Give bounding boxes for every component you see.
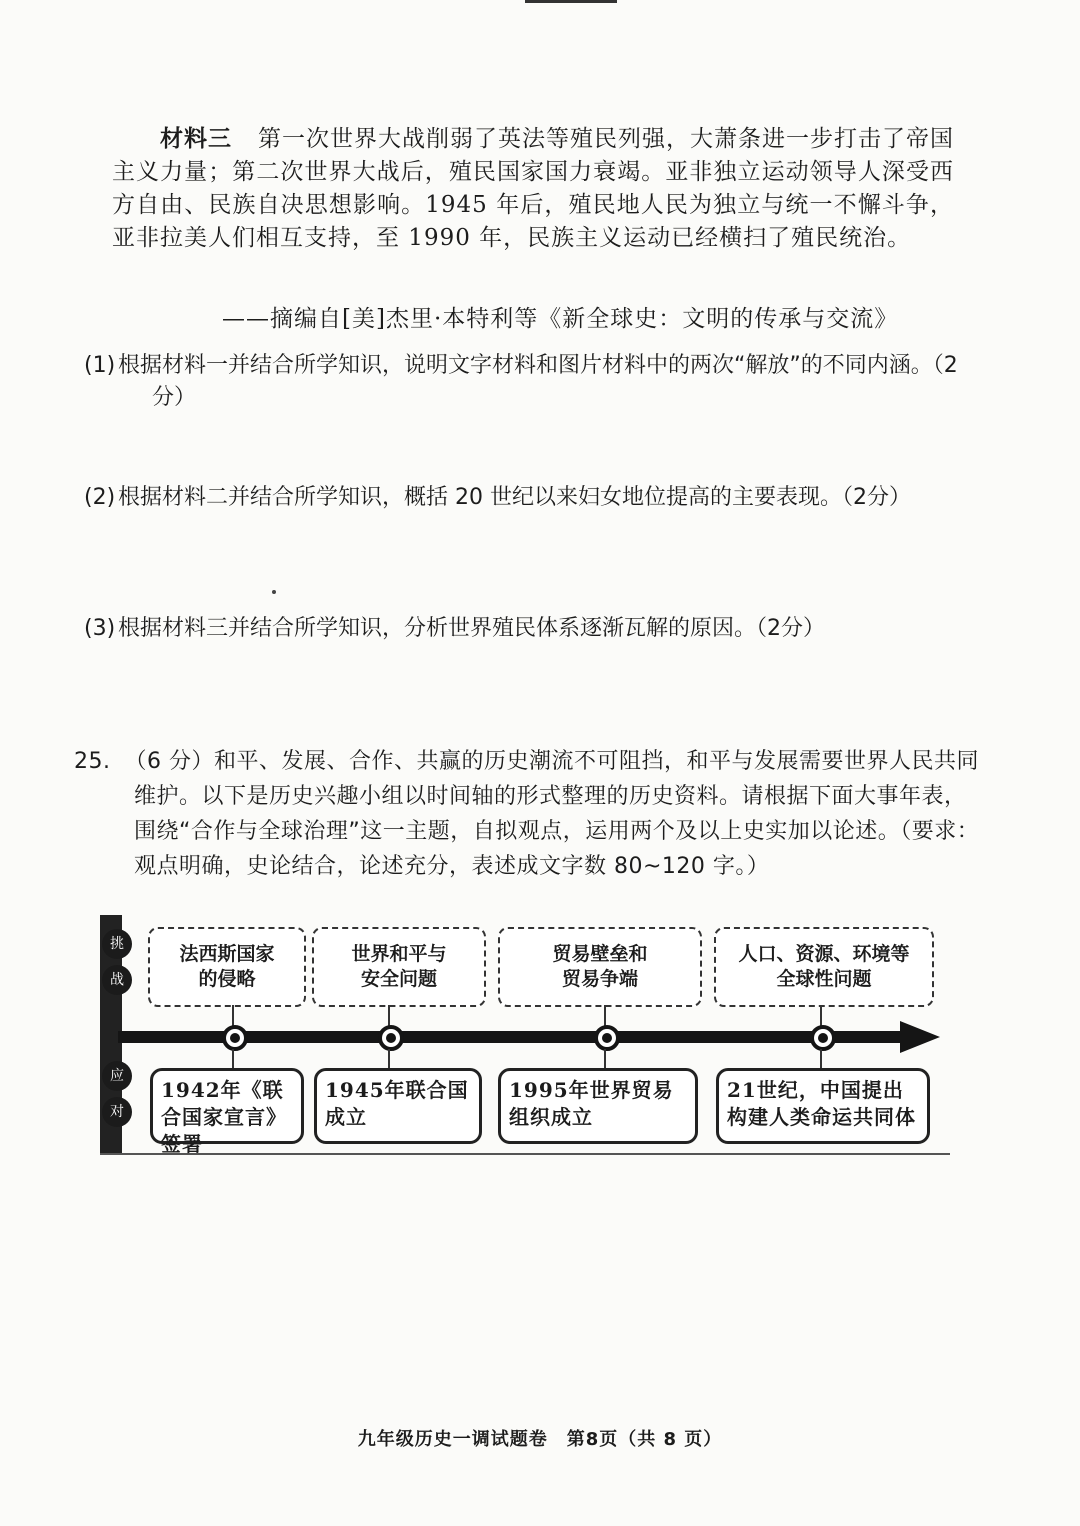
timeline-node [594,1025,620,1051]
challenge-text: 法西斯国家 的侵略 [179,943,275,990]
connector [820,1049,822,1069]
material-three-label: 材料三 [160,125,232,152]
connector [388,1049,390,1069]
page-footer: 九年级历史一调试题卷 第8页（共 8 页） [357,1429,723,1450]
challenge-box [498,927,702,1007]
material-three-text: 第一次世界大战削弱了英法等殖民列强，大萧条进一步打击了帝国主义力量；第二次世界大战后，殖民国家国力衰竭。亚非独立运动领导人深受西方自由、民族自决思想影响。1945 年后，殖民地人民为独立与统一不懈斗争，亚非拉美人们相互支持，至 1990 年，民族主义运动已经横扫了殖民统治。 [112,126,954,251]
question-3: (3) 根据材料三并结合所学知识，分析世界殖民体系逐渐瓦解的原因。（2分） [84,616,825,641]
question-2: (2) 根据材料二并结合所学知识，概括 20 世纪以来妇女地位提高的主要表现。（2分） [84,485,911,510]
timeline-node [378,1025,404,1051]
response-box [716,1068,930,1144]
question-25 [74,744,984,884]
question-text: 根据材料二并结合所学知识，概括 20 世纪以来妇女地位提高的主要表现。（2分） [118,485,911,510]
timeline-figure [100,915,950,1155]
question-text: 根据材料一并结合所学知识，说明文字材料和图片材料中的两次“解放”的不同内涵。（2分） [118,353,958,410]
side-char: 应 [102,1061,132,1091]
scan-speck [272,590,276,594]
top-rule [525,0,617,3]
question-number: 25. [74,749,111,774]
timeline-arrowhead [900,1021,940,1053]
challenge-text: 人口、资源、环境等 全球性问题 [738,943,910,990]
material-three [112,122,954,255]
timeline-node [810,1025,836,1051]
connector [604,1049,606,1069]
side-char: 挑 [102,929,132,959]
response-box [150,1068,304,1156]
side-char: 对 [102,1097,132,1127]
response-text: 21世纪，中国提出构建人类命运共同体 [727,1078,916,1129]
challenge-text: 贸易壁垒和 贸易争端 [552,943,648,990]
response-text: 1995年世界贸易组织成立 [509,1078,674,1129]
side-char: 战 [102,965,132,995]
question-text: （6 分）和平、发展、合作、共赢的历史潮流不可阻挡，和平与发展需要世界人民共同维护。以下是历史兴趣小组以时间轴的形式整理的历史资料。请根据下面大事年表，围绕“合作与全球治理”这一主题，自拟观点，运用两个及以上史实加以论述。（要求：观点明确，史论结合，论述充分，表述成文字数 80~120 字。） [124,749,980,879]
response-text: 1942年《联合国家宣言》签署 [161,1078,287,1156]
response-box [498,1068,698,1144]
challenge-box [148,927,306,1007]
timeline-node [222,1025,248,1051]
question-text: 根据材料三并结合所学知识，分析世界殖民体系逐渐瓦解的原因。（2分） [118,616,825,641]
response-box [314,1068,482,1144]
challenge-box [714,927,934,1007]
question-1: (1) 根据材料一并结合所学知识，说明文字材料和图片材料中的两次“解放”的不同内涵。（2分） [84,353,958,410]
response-text: 1945年联合国成立 [325,1078,469,1129]
material-source: ——摘编自[美]杰里·本特利等《新全球史：文明的传承与交流》 [222,306,899,332]
connector [232,1049,234,1069]
challenge-box [312,927,486,1007]
challenge-text: 世界和平与 安全问题 [351,943,447,990]
